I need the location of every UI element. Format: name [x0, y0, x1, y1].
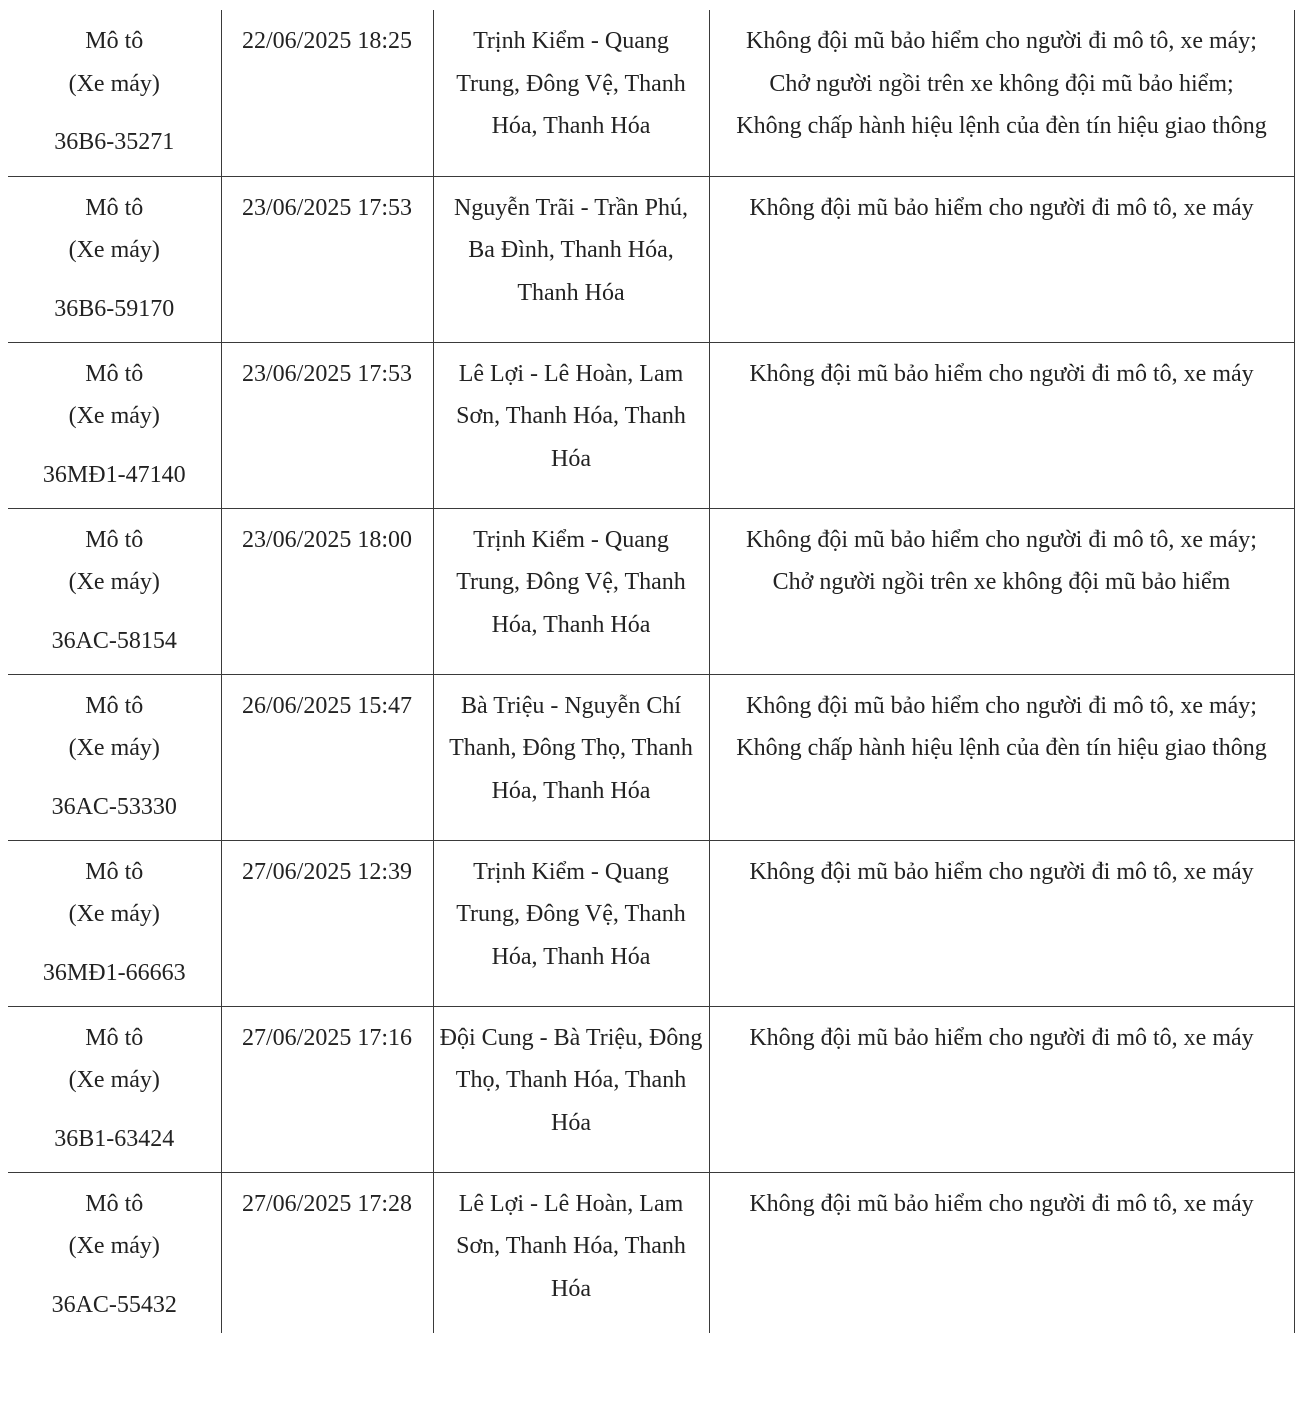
- table-row: [8, 1172, 1294, 1333]
- vehicle-subtype: (Xe máy): [68, 569, 160, 595]
- vehicle-cell: [8, 1172, 221, 1333]
- violation-location: Trịnh Kiểm - Quang Trung, Đông Vệ, Thanh Hóa, Thanh Hóa: [456, 858, 686, 970]
- violation-time: 23/06/2025 17:53: [221, 342, 433, 508]
- violation-description-line: Không đội mũ bảo hiểm cho người đi mô tô, xe máy: [749, 858, 1254, 885]
- vehicle-subtype: (Xe máy): [68, 70, 160, 97]
- vehicle-subtype: (Xe máy): [68, 403, 160, 429]
- violation-location: Lê Lợi - Lê Hoàn, Lam Sơn, Thanh Hóa, Thanh Hóa: [456, 1190, 686, 1302]
- violation-description-cell: [709, 176, 1294, 342]
- location-cell: [433, 508, 709, 674]
- violation-description-cell: [709, 1172, 1294, 1333]
- location-cell: [433, 1006, 709, 1172]
- violation-description-line: Không đội mũ bảo hiểm cho người đi mô tô, xe máy: [749, 194, 1254, 221]
- table-row: [8, 508, 1294, 674]
- violation-description-line: Không đội mũ bảo hiểm cho người đi mô tô, xe máy: [749, 360, 1254, 387]
- vehicle-cell: [8, 674, 221, 840]
- vehicle-type: Mô tô: [85, 360, 144, 387]
- violation-description-cell: [709, 840, 1294, 1006]
- violation-time: 23/06/2025 17:53: [221, 176, 433, 342]
- violation-description-line: Không chấp hành hiệu lệnh của đèn tín hiệu giao thông: [736, 735, 1267, 761]
- vehicle-subtype: (Xe máy): [68, 735, 160, 761]
- violation-description-cell: [709, 508, 1294, 674]
- vehicle-subtype: (Xe máy): [68, 1233, 160, 1259]
- table-row: [8, 674, 1294, 840]
- violation-description-line: Không đội mũ bảo hiểm cho người đi mô tô, xe máy;: [746, 526, 1257, 553]
- plate-number: 36B6-59170: [54, 295, 175, 322]
- vehicle-cell: [8, 1006, 221, 1172]
- violation-description-cell: [709, 1006, 1294, 1172]
- violation-location: Bà Triệu - Nguyễn Chí Thanh, Đông Thọ, Thanh Hóa, Thanh Hóa: [449, 692, 693, 804]
- vehicle-type: Mô tô: [85, 858, 144, 885]
- violation-description-line: Chở người ngồi trên xe không đội mũ bảo hiểm: [772, 569, 1231, 595]
- table-row: [8, 176, 1294, 342]
- table-row: [8, 10, 1294, 176]
- vehicle-type: Mô tô: [85, 526, 144, 553]
- table-row: [8, 342, 1294, 508]
- vehicle-type: Mô tô: [85, 1024, 144, 1051]
- plate-number: 36AC-55432: [51, 1291, 177, 1318]
- violation-description-line: Không chấp hành hiệu lệnh của đèn tín hiệu giao thông: [736, 113, 1267, 139]
- violation-description-line: Không đội mũ bảo hiểm cho người đi mô tô, xe máy;: [746, 692, 1257, 719]
- vehicle-type: Mô tô: [85, 692, 144, 719]
- violation-description-cell: [709, 10, 1294, 176]
- violations-table: [8, 10, 1295, 1333]
- vehicle-subtype: (Xe máy): [68, 1067, 160, 1093]
- vehicle-subtype: (Xe máy): [68, 901, 160, 927]
- vehicle-cell: [8, 10, 221, 176]
- vehicle-cell: [8, 840, 221, 1006]
- violation-time: 23/06/2025 18:00: [221, 508, 433, 674]
- vehicle-type: Mô tô: [85, 194, 144, 221]
- plate-number: 36B6-35271: [54, 129, 175, 155]
- location-cell: [433, 1172, 709, 1333]
- violation-description-line: Chở người ngồi trên xe không đội mũ bảo hiểm;: [769, 70, 1234, 97]
- location-cell: [433, 674, 709, 840]
- violations-table-body: [8, 10, 1294, 1333]
- violation-time: 27/06/2025 17:28: [221, 1172, 433, 1333]
- vehicle-subtype: (Xe máy): [68, 237, 160, 263]
- violation-description-cell: [709, 674, 1294, 840]
- table-row: [8, 840, 1294, 1006]
- violation-location: Trịnh Kiểm - Quang Trung, Đông Vệ, Thanh Hóa, Thanh Hóa: [456, 28, 686, 139]
- vehicle-type: Mô tô: [85, 1190, 144, 1217]
- violation-description-line: Không đội mũ bảo hiểm cho người đi mô tô, xe máy;: [746, 28, 1257, 54]
- violation-location: Trịnh Kiểm - Quang Trung, Đông Vệ, Thanh Hóa, Thanh Hóa: [456, 526, 686, 638]
- location-cell: [433, 10, 709, 176]
- vehicle-cell: [8, 342, 221, 508]
- violation-location: Đội Cung - Bà Triệu, Đông Thọ, Thanh Hóa, Thanh Hóa: [439, 1024, 703, 1136]
- violation-location: Lê Lợi - Lê Hoàn, Lam Sơn, Thanh Hóa, Thanh Hóa: [456, 360, 686, 472]
- violation-time: 22/06/2025 18:25: [221, 10, 433, 176]
- plate-number: 36MĐ1-47140: [42, 461, 186, 488]
- plate-number: 36B1-63424: [54, 1125, 175, 1152]
- plate-number: 36AC-53330: [51, 793, 177, 820]
- vehicle-cell: [8, 176, 221, 342]
- table-row: [8, 1006, 1294, 1172]
- plate-number: 36MĐ1-66663: [42, 959, 186, 986]
- location-cell: [433, 176, 709, 342]
- vehicle-type: Mô tô: [85, 28, 144, 54]
- vehicle-cell: [8, 508, 221, 674]
- violation-description-line: Không đội mũ bảo hiểm cho người đi mô tô, xe máy: [749, 1024, 1254, 1051]
- location-cell: [433, 840, 709, 1006]
- plate-number: 36AC-58154: [51, 627, 177, 654]
- violation-time: 27/06/2025 17:16: [221, 1006, 433, 1172]
- location-cell: [433, 342, 709, 508]
- violation-time: 26/06/2025 15:47: [221, 674, 433, 840]
- violation-location: Nguyễn Trãi - Trần Phú, Ba Đình, Thanh Hóa, Thanh Hóa: [453, 194, 689, 306]
- violation-description-line: Không đội mũ bảo hiểm cho người đi mô tô, xe máy: [749, 1190, 1254, 1217]
- violation-description-cell: [709, 342, 1294, 508]
- violation-time: 27/06/2025 12:39: [221, 840, 433, 1006]
